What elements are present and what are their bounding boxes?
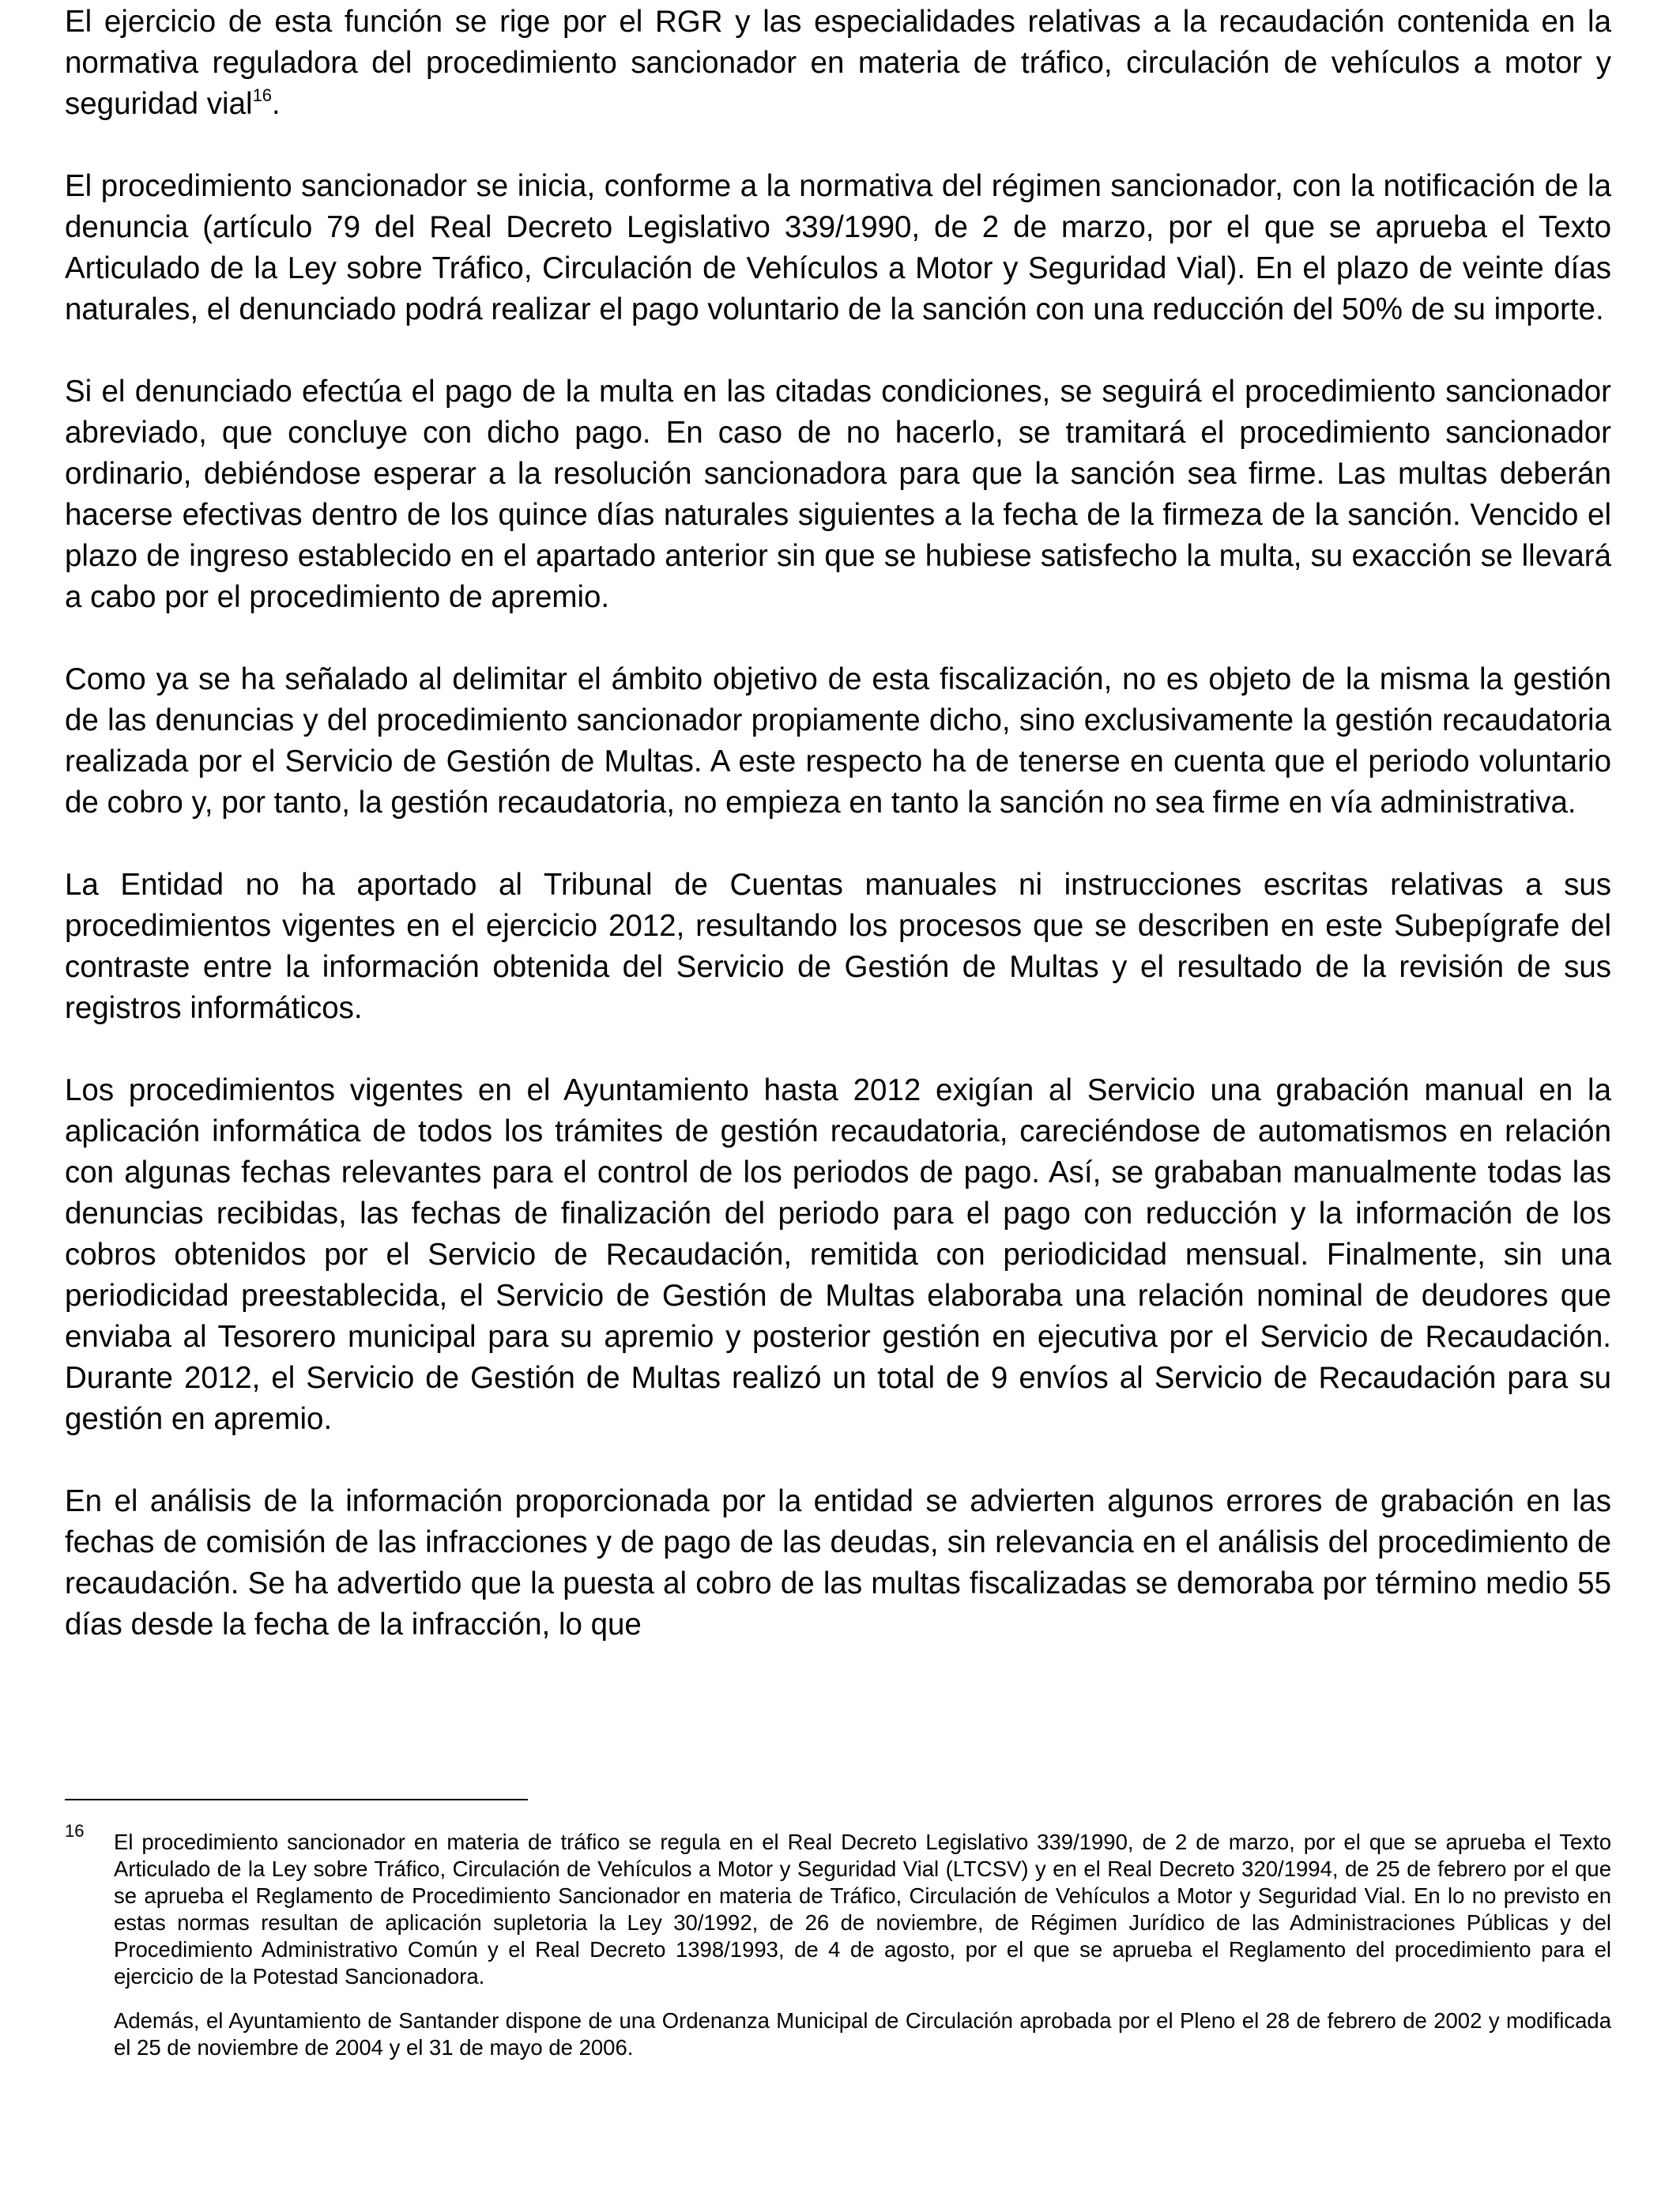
- paragraph-ambito-objetivo: Como ya se ha señalado al delimitar el ámbito objetivo de esta fiscalización, no es objeto de la misma la gestión de las denuncias y del procedimiento sancionador propiamente dicho, sino exclusivamente la gestión recaudatoria realizada por el Servicio de Gestión de Multas. A este respecto ha de tenerse en cuenta que el periodo voluntario de cobro y, por tanto, la gestión recaudatoria, no empieza en tanto la sanción no sea firme en vía administrativa.: [65, 662, 1611, 820]
- paragraph-recaudacion-normativa: [65, 2, 1611, 125]
- paragraph-trailing: .: [272, 87, 281, 121]
- paragraph-manuales-instrucciones: La Entidad no ha aportado al Tribunal de Cuentas manuales ni instrucciones escritas relativas a sus procedimientos vigentes en el ejercicio 2012, resultando los procesos que se describen en este Subepígrafe del contraste entre la información obtenida del Servicio de Gestión de Multas y el resultado de la revisión de sus registros informáticos.: [65, 868, 1611, 1025]
- paragraph-text: El ejercicio de esta función se rige por el RGR y las especialidades relativas a la recaudación contenida en la normativa reguladora del procedimiento sancionador en materia de tráfico, circulación de vehículos a motor y seguridad vial: [65, 5, 1611, 121]
- footnote-reference-16: 16: [252, 85, 273, 106]
- footnote-separator: [65, 1799, 528, 1800]
- document-page: [65, 0, 1611, 2194]
- footnotes: [65, 1821, 1611, 2079]
- paragraph-procedimientos-vigentes: Los procedimientos vigentes en el Ayuntamiento hasta 2012 exigían al Servicio una grabación manual en la aplicación informática de todos los trámites de gestión recaudatoria, careciéndose de automatismos en relación con algunas fechas relevantes para el control de los periodos de pago. Así, se grababan manualmente todas las denuncias recibidas, las fechas de finalización del periodo para el pago con reducción y la información de los cobros obtenidos por el Servicio de Recaudación, remitida con periodicidad mensual. Finalmente, sin una periodicidad preestablecida, el Servicio de Gestión de Multas elaboraba una relación nominal de deudores que enviaba al Tesorero municipal para su apremio y posterior gestión en ejecutiva por el Servicio de Recaudación. Durante 2012, el Servicio de Gestión de Multas realizó un total de 9 envíos al Servicio de Recaudación para su gestión en apremio.: [65, 1073, 1611, 1436]
- footnote-16: [65, 1821, 1611, 1990]
- paragraph-procedimiento-abreviado: Si el denunciado efectúa el pago de la multa en las citadas condiciones, se seguirá el procedimiento sancionador abreviado, que concluye con dicho pago. En caso de no hacerlo, se tramitará el procedimiento sancionador ordinario, debiéndose esperar a la resolución sancionadora para que la sanción sea firme. Las multas deberán hacerse efectivas dentro de los quince días naturales siguientes a la fecha de la firmeza de la sanción. Vencido el plazo de ingreso establecido en el apartado anterior sin que se hubiese satisfecho la multa, su exacción se llevará a cabo por el procedimiento de apremio.: [65, 375, 1611, 614]
- footnote-text: El procedimiento sancionador en materia de tráfico se regula en el Real Decreto Legislativo 339/1990, de 2 de marzo, por el que se aprueba el Texto Articulado de la Ley sobre Tráfico, Circulación de Vehículos a Motor y Seguridad Vial (LTCSV) y en el Real Decreto 320/1994, de 25 de febrero por el que se aprueba el Reglamento de Procedimiento Sancionador en materia de Tráfico, Circulación de Vehículos a Motor y Seguridad Vial. En lo no previsto en estas normas resultan de aplicación supletoria la Ley 30/1992, de 26 de noviembre, de Régimen Jurídico de las Administraciones Públicas y del Procedimiento Administrativo Común y el Real Decreto 1398/1993, de 4 de agosto, por el que se aprueba el Reglamento del procedimiento para el ejercicio de la Potestad Sancionadora.: [114, 1830, 1611, 1989]
- paragraph-inicio-procedimiento: El procedimiento sancionador se inicia, conforme a la normativa del régimen sancionador, con la notificación de la denuncia (artículo 79 del Real Decreto Legislativo 339/1990, de 2 de marzo, por el que se aprueba el Texto Articulado de la Ley sobre Tráfico, Circulación de Vehículos a Motor y Seguridad Vial). En el plazo de veinte días naturales, el denunciado podrá realizar el pago voluntario de la sanción con una reducción del 50% de su importe.: [65, 169, 1611, 326]
- footnote-number: 16: [65, 1821, 85, 1841]
- paragraph-analisis-informacion: En el análisis de la información proporcionada por la entidad se advierten algunos errores de grabación en las fechas de comisión de las infracciones y de pago de las deudas, sin relevancia en el análisis del procedimiento de recaudación. Se ha advertido que la puesta al cobro de las multas fiscalizadas se demoraba por término medio 55 días desde la fecha de la infracción, lo que: [65, 1484, 1611, 1642]
- body-text: [65, 0, 1611, 1646]
- footnote-continuation-text: Además, el Ayuntamiento de Santander dispone de una Ordenanza Municipal de Circulación aprobada por el Pleno el 28 de febrero de 2002 y modificada el 25 de noviembre de 2004 y el 31 de mayo de 2006.: [114, 2008, 1611, 2060]
- footnote-16-continuation: [65, 2007, 1611, 2061]
